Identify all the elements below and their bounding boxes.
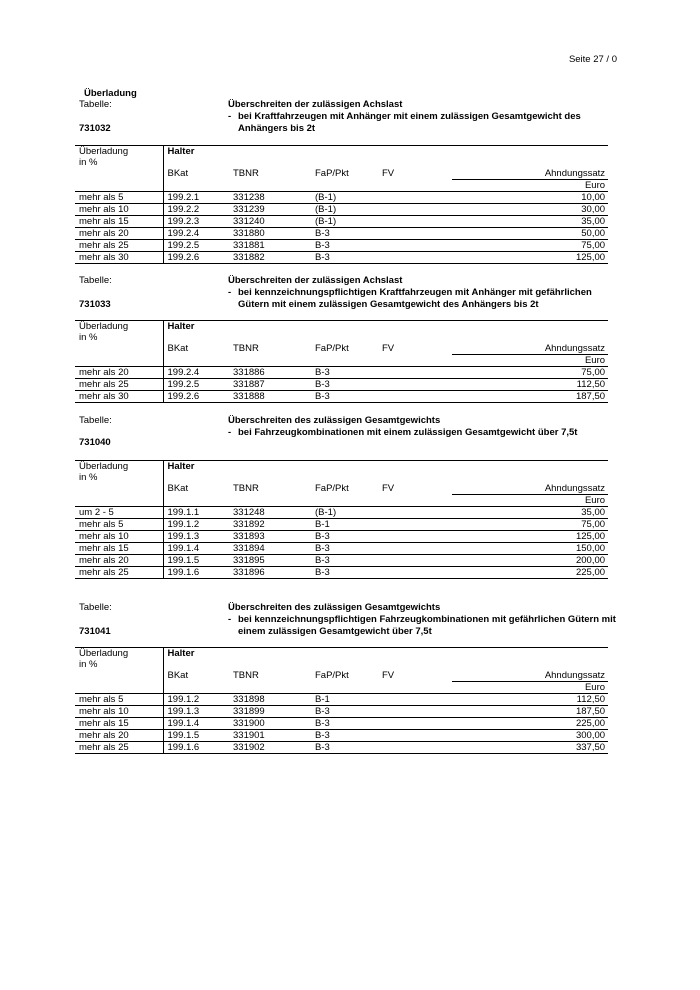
bkat-cell: 199.2.3 <box>163 216 229 228</box>
fv-cell <box>378 730 452 742</box>
bullet-dash: - <box>228 614 232 625</box>
fv-cell <box>378 192 452 204</box>
tbnr-cell: 331894 <box>229 543 311 555</box>
ueberladung-cell: mehr als 20 <box>75 367 163 379</box>
fv-cell <box>378 367 452 379</box>
fap-cell: B-3 <box>311 718 378 730</box>
fv-header: FV <box>382 168 395 179</box>
fv-header: FV <box>382 670 395 681</box>
fv-cell <box>378 391 452 403</box>
euro-cell: 125,00 <box>452 252 608 264</box>
ueberladung-cell: mehr als 15 <box>75 718 163 730</box>
fap-cell: B-3 <box>311 567 378 579</box>
table-row <box>75 555 608 567</box>
fv-cell <box>378 567 452 579</box>
euro-cell: 187,50 <box>452 391 608 403</box>
bkat-cell: 199.2.4 <box>163 367 229 379</box>
euro-cell: 200,00 <box>452 555 608 567</box>
tabelle-label: Tabelle: <box>79 99 112 110</box>
tbnr-cell: 331901 <box>229 730 311 742</box>
fv-cell <box>378 228 452 240</box>
ueberladung-cell: mehr als 10 <box>75 204 163 216</box>
bkat-cell: 199.2.2 <box>163 204 229 216</box>
block-subtitle: bei kennzeichnungspflichtigen Fahrzeugkombinationen mit gefährlichen Gütern mit einem zulässigen Gesamtgewicht über 7,5t <box>238 614 616 637</box>
bullet-dash: - <box>228 287 232 298</box>
bkat-cell: 199.1.6 <box>163 567 229 579</box>
euro-header: Euro <box>584 682 606 693</box>
fv-header: FV <box>382 483 395 494</box>
bkat-cell: 199.1.2 <box>163 519 229 531</box>
euro-cell: 35,00 <box>452 507 608 519</box>
bkat-cell: 199.2.6 <box>163 391 229 403</box>
euro-cell: 75,00 <box>452 240 608 252</box>
table-row <box>75 379 608 391</box>
bkat-cell: 199.1.3 <box>163 706 229 718</box>
ueberladung-cell: mehr als 5 <box>75 192 163 204</box>
euro-cell: 35,00 <box>452 216 608 228</box>
fv-cell <box>378 240 452 252</box>
fv-cell <box>378 252 452 264</box>
table-row <box>75 519 608 531</box>
euro-cell: 337,50 <box>452 742 608 754</box>
tbnr-cell: 331899 <box>229 706 311 718</box>
fap-cell: B-3 <box>311 742 378 754</box>
fap-cell: B-3 <box>311 228 378 240</box>
ueberladung-cell: mehr als 25 <box>75 240 163 252</box>
ahndung-header: Ahndungssatz <box>452 670 608 682</box>
bkat-header: BKat <box>163 483 229 495</box>
table-row <box>75 706 608 718</box>
tabelle-label: Tabelle: <box>79 415 112 426</box>
ueberladung-cell: mehr als 25 <box>75 567 163 579</box>
fap-cell: B-3 <box>311 240 378 252</box>
fap-cell: B-3 <box>311 555 378 567</box>
ueberladung-header: Überladung in % <box>75 648 163 671</box>
page-number: Seite 27 / 0 <box>568 54 617 65</box>
ueberladung-cell: mehr als 10 <box>75 706 163 718</box>
euro-header: Euro <box>584 495 606 506</box>
fv-cell <box>378 216 452 228</box>
tbnr-cell: 331881 <box>229 240 311 252</box>
fap-header: FaP/Pkt <box>315 168 349 179</box>
fine-table <box>75 460 608 579</box>
halter-header: Halter <box>163 146 608 169</box>
bkat-cell: 199.2.5 <box>163 240 229 252</box>
tbnr-cell: 331248 <box>229 507 311 519</box>
fap-cell: B-3 <box>311 379 378 391</box>
bkat-header: BKat <box>163 343 229 355</box>
block-title: Überschreiten des zulässigen Gesamtgewichts <box>228 415 441 426</box>
halter-header: Halter <box>163 321 608 344</box>
fap-cell: (B-1) <box>311 507 378 519</box>
table-row <box>75 204 608 216</box>
fap-cell: B-3 <box>311 543 378 555</box>
fv-cell <box>378 694 452 706</box>
ueberladung-cell: um 2 - 5 <box>75 507 163 519</box>
table-row <box>75 228 608 240</box>
table-code: 731032 <box>79 123 111 134</box>
tabelle-label: Tabelle: <box>79 602 112 613</box>
table-row <box>75 240 608 252</box>
tbnr-cell: 331893 <box>229 531 311 543</box>
block-title: Überschreiten des zulässigen Gesamtgewichts <box>228 602 441 613</box>
ueberladung-cell: mehr als 10 <box>75 531 163 543</box>
fv-cell <box>378 555 452 567</box>
bkat-cell: 199.1.4 <box>163 543 229 555</box>
tbnr-cell: 331895 <box>229 555 311 567</box>
block-subtitle: bei Fahrzeugkombinationen mit einem zulässigen Gesamtgewicht über 7,5t <box>238 427 578 438</box>
halter-header: Halter <box>163 648 608 671</box>
block-subtitle: bei kennzeichnungspflichtigen Kraftfahrzeugen mit Anhänger mit gefährlichen Gütern mit einem zulässigen Gesamtgewicht des Anhängers bis 2t <box>238 287 592 310</box>
ueberladung-cell: mehr als 5 <box>75 694 163 706</box>
fv-cell <box>378 543 452 555</box>
block-title: Überschreiten der zulässigen Achslast <box>228 99 403 110</box>
bkat-cell: 199.1.2 <box>163 694 229 706</box>
euro-cell: 75,00 <box>452 367 608 379</box>
euro-cell: 300,00 <box>452 730 608 742</box>
fap-cell: (B-1) <box>311 216 378 228</box>
tbnr-header: TBNR <box>233 343 259 354</box>
fap-header: FaP/Pkt <box>315 670 349 681</box>
tbnr-cell: 331898 <box>229 694 311 706</box>
tabelle-label: Tabelle: <box>79 275 112 286</box>
ueberladung-cell: mehr als 15 <box>75 543 163 555</box>
table-code: 731033 <box>79 299 111 310</box>
fv-cell <box>378 519 452 531</box>
ahndung-header: Ahndungssatz <box>452 483 608 495</box>
tbnr-cell: 331892 <box>229 519 311 531</box>
fine-table <box>75 320 608 403</box>
euro-cell: 112,50 <box>452 694 608 706</box>
table-row <box>75 216 608 228</box>
tbnr-cell: 331887 <box>229 379 311 391</box>
table-row <box>75 391 608 403</box>
tbnr-cell: 331886 <box>229 367 311 379</box>
fap-header: FaP/Pkt <box>315 483 349 494</box>
euro-cell: 30,00 <box>452 204 608 216</box>
tbnr-header: TBNR <box>233 670 259 681</box>
table-row <box>75 543 608 555</box>
fv-cell <box>378 507 452 519</box>
fv-cell <box>378 379 452 391</box>
fv-cell <box>378 531 452 543</box>
bkat-cell: 199.1.1 <box>163 507 229 519</box>
euro-cell: 112,50 <box>452 379 608 391</box>
bkat-cell: 199.1.6 <box>163 742 229 754</box>
ueberladung-header: Überladung in % <box>75 146 163 169</box>
bkat-cell: 199.2.5 <box>163 379 229 391</box>
fap-cell: B-3 <box>311 706 378 718</box>
table-row <box>75 192 608 204</box>
fap-cell: B-3 <box>311 252 378 264</box>
ueberladung-cell: mehr als 5 <box>75 519 163 531</box>
euro-cell: 225,00 <box>452 718 608 730</box>
ueberladung-cell: mehr als 15 <box>75 216 163 228</box>
tbnr-cell: 331239 <box>229 204 311 216</box>
ueberladung-cell: mehr als 30 <box>75 252 163 264</box>
fap-cell: (B-1) <box>311 204 378 216</box>
ueberladung-cell: mehr als 25 <box>75 742 163 754</box>
tbnr-cell: 331240 <box>229 216 311 228</box>
euro-cell: 125,00 <box>452 531 608 543</box>
block-title: Überschreiten der zulässigen Achslast <box>228 275 403 286</box>
ahndung-header: Ahndungssatz <box>452 168 608 180</box>
euro-cell: 225,00 <box>452 567 608 579</box>
fine-table <box>75 647 608 754</box>
euro-cell: 150,00 <box>452 543 608 555</box>
euro-cell: 75,00 <box>452 519 608 531</box>
tbnr-cell: 331882 <box>229 252 311 264</box>
tbnr-cell: 331880 <box>229 228 311 240</box>
table-code: 731041 <box>79 626 111 637</box>
ueberladung-cell: mehr als 25 <box>75 379 163 391</box>
euro-cell: 10,00 <box>452 192 608 204</box>
halter-header: Halter <box>163 461 608 484</box>
fap-cell: B-3 <box>311 367 378 379</box>
euro-header: Euro <box>584 180 606 191</box>
table-row <box>75 367 608 379</box>
bkat-cell: 199.1.3 <box>163 531 229 543</box>
tbnr-cell: 331900 <box>229 718 311 730</box>
fv-cell <box>378 742 452 754</box>
fv-header: FV <box>382 343 395 354</box>
tbnr-header: TBNR <box>233 168 259 179</box>
euro-cell: 50,00 <box>452 228 608 240</box>
bkat-cell: 199.1.5 <box>163 555 229 567</box>
table-row <box>75 567 608 579</box>
bkat-header: BKat <box>163 670 229 682</box>
fap-cell: B-3 <box>311 730 378 742</box>
ueberladung-cell: mehr als 30 <box>75 391 163 403</box>
bkat-header: BKat <box>163 168 229 180</box>
fap-cell: (B-1) <box>311 192 378 204</box>
ueberladung-cell: mehr als 20 <box>75 730 163 742</box>
section-heading: Überladung <box>84 88 137 99</box>
ueberladung-cell: mehr als 20 <box>75 555 163 567</box>
bkat-cell: 199.1.4 <box>163 718 229 730</box>
table-row <box>75 742 608 754</box>
table-row <box>75 507 608 519</box>
table-row <box>75 531 608 543</box>
fv-cell <box>378 706 452 718</box>
fap-header: FaP/Pkt <box>315 343 349 354</box>
table-code: 731040 <box>79 437 111 448</box>
tbnr-cell: 331238 <box>229 192 311 204</box>
table-row <box>75 718 608 730</box>
fap-cell: B-1 <box>311 694 378 706</box>
fv-cell <box>378 718 452 730</box>
fine-table <box>75 145 608 264</box>
ueberladung-header: Überladung in % <box>75 321 163 344</box>
ueberladung-header: Überladung in % <box>75 461 163 484</box>
tbnr-cell: 331896 <box>229 567 311 579</box>
fap-cell: B-1 <box>311 519 378 531</box>
fv-cell <box>378 204 452 216</box>
euro-header: Euro <box>584 355 606 366</box>
bkat-cell: 199.2.6 <box>163 252 229 264</box>
ueberladung-cell: mehr als 20 <box>75 228 163 240</box>
tbnr-cell: 331902 <box>229 742 311 754</box>
block-subtitle: bei Kraftfahrzeugen mit Anhänger mit einem zulässigen Gesamtgewicht des Anhängers bis 2t <box>238 111 581 134</box>
fap-cell: B-3 <box>311 531 378 543</box>
table-row <box>75 694 608 706</box>
euro-cell: 187,50 <box>452 706 608 718</box>
bkat-cell: 199.1.5 <box>163 730 229 742</box>
tbnr-header: TBNR <box>233 483 259 494</box>
fap-cell: B-3 <box>311 391 378 403</box>
bullet-dash: - <box>228 427 232 438</box>
table-row <box>75 252 608 264</box>
table-row <box>75 730 608 742</box>
ahndung-header: Ahndungssatz <box>452 343 608 355</box>
tbnr-cell: 331888 <box>229 391 311 403</box>
bkat-cell: 199.2.1 <box>163 192 229 204</box>
bkat-cell: 199.2.4 <box>163 228 229 240</box>
bullet-dash: - <box>228 111 232 122</box>
